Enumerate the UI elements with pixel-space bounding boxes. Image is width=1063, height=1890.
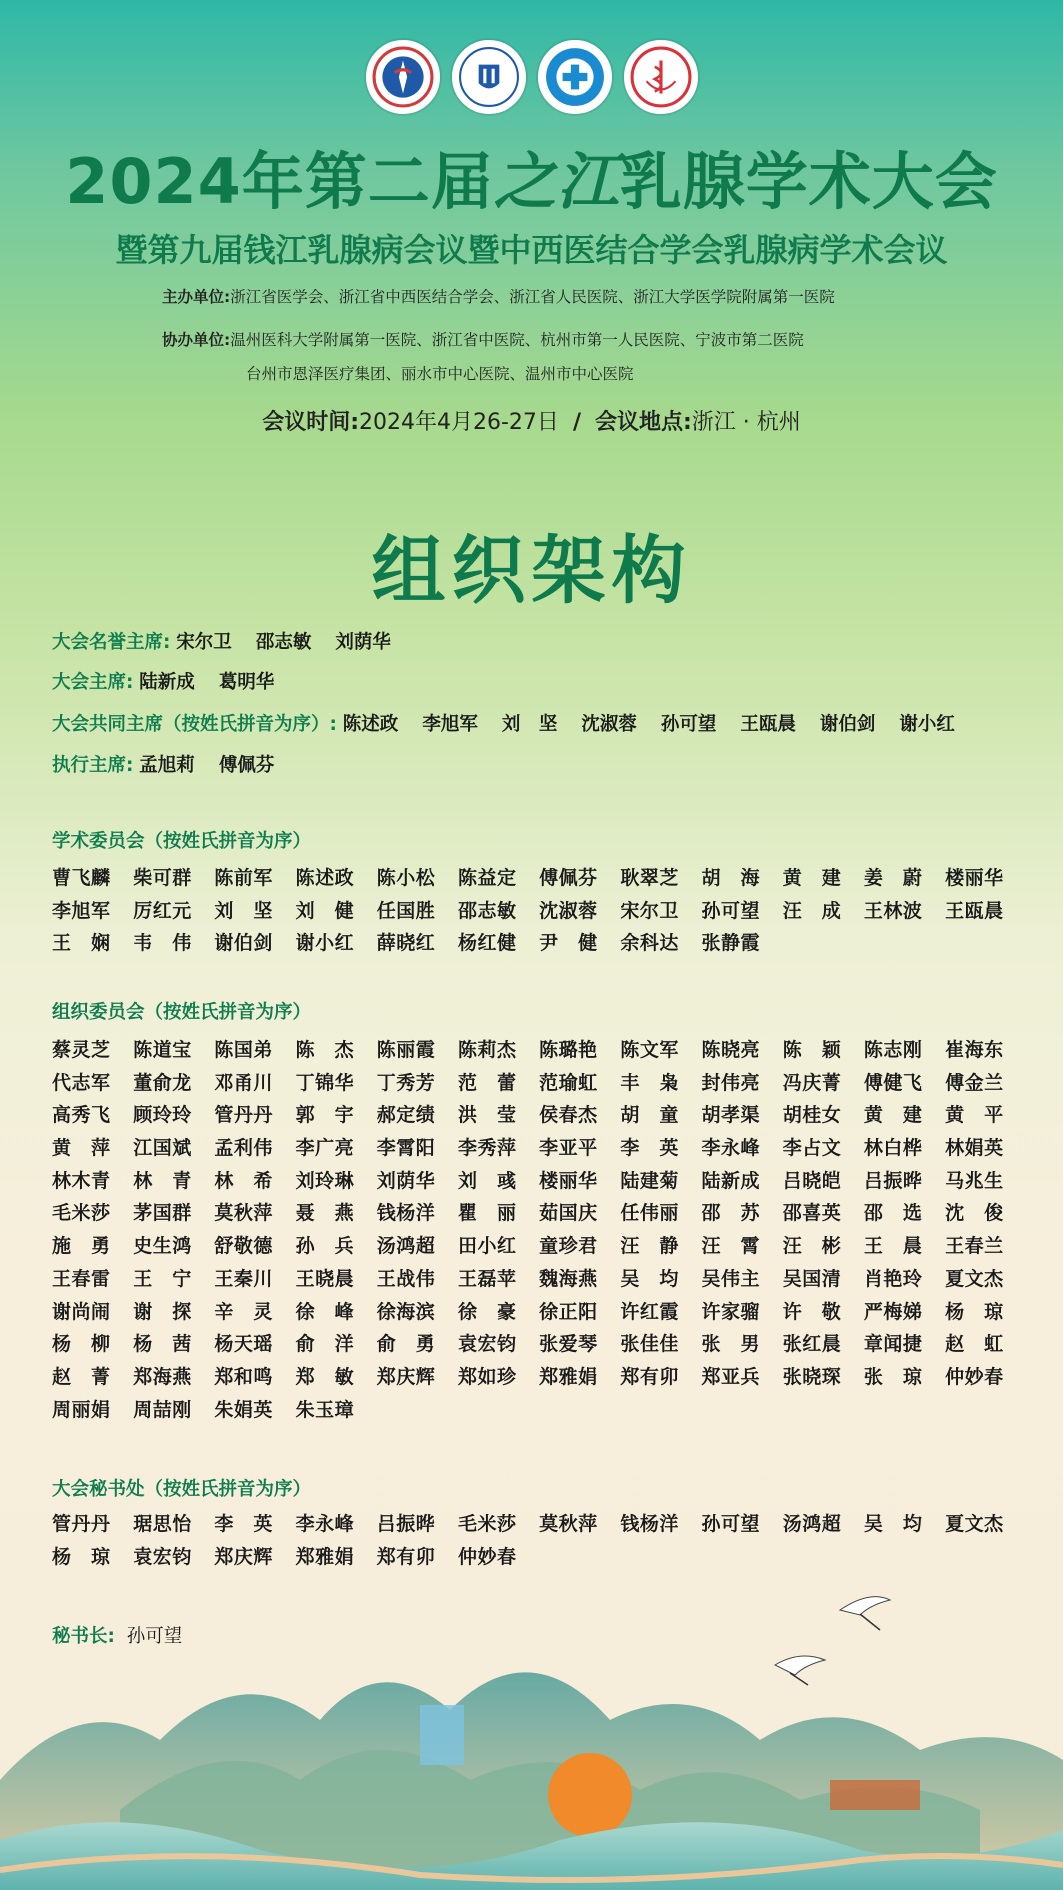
person-name: 傅佩芬 (539, 867, 598, 889)
person-name: 郑有卯 (376, 1545, 436, 1568)
person-name: 周丽娟 (52, 1398, 111, 1421)
meeting-place-label: 会议地点: (594, 410, 692, 435)
person-name: 刘荫华 (335, 632, 391, 653)
person-name: 宋尔卫 (620, 899, 679, 922)
host-value: 浙江省医学会、浙江省中西医结合学会、浙江省人民医院、浙江大学医学院附属第一医院 (230, 288, 835, 306)
person-name: 茹国庆 (539, 1202, 598, 1225)
host-label: 主办单位: (162, 288, 231, 306)
person-name: 楼丽华 (945, 867, 1004, 889)
host-organizers (162, 285, 835, 307)
person-name: 杨 琼 (945, 1300, 1004, 1323)
person-name: 李永峰 (295, 1513, 355, 1535)
person-name: 夏文杰 (945, 1267, 1004, 1290)
secretary-general-label: 秘书长: (52, 1626, 115, 1647)
zhejiang-provincial-peoples-hospital-logo (452, 40, 526, 114)
person-name: 王春雷 (52, 1267, 111, 1290)
person-name: 陈志刚 (863, 1039, 923, 1061)
person-name: 陆建菊 (620, 1169, 679, 1192)
person-name: 陈 颖 (782, 1039, 842, 1061)
person-name: 莫秋萍 (539, 1513, 598, 1535)
meeting-info (0, 405, 1063, 436)
person-name: 葛明华 (218, 672, 275, 693)
honorary-chairs-label: 大会名誉主席: (52, 632, 171, 653)
honorary-chairs (52, 628, 415, 654)
person-name: 谢伯剑 (214, 932, 273, 955)
person-name: 林白桦 (863, 1137, 923, 1160)
person-name: 陈小松 (376, 867, 436, 889)
person-name: 刘 坚 (501, 714, 558, 735)
person-name: 林木青 (52, 1169, 111, 1192)
co-label: 协办单位: (162, 331, 231, 349)
person-name: 刘 健 (295, 899, 355, 922)
person-name: 夏文杰 (945, 1513, 1004, 1535)
secretary-general-name: 孙可望 (126, 1626, 183, 1647)
person-name: 俞 勇 (376, 1333, 436, 1356)
person-name: 邵 苏 (701, 1202, 761, 1225)
person-name: 毛米莎 (52, 1202, 111, 1225)
person-name: 舒敬德 (214, 1235, 273, 1258)
meeting-time-label: 会议时间: (262, 410, 360, 435)
person-name: 田小红 (457, 1235, 517, 1258)
co-chairs-names (343, 714, 979, 735)
academic-committee-title: 学术委员会（按姓氏拼音为序） (52, 831, 312, 852)
organizing-committee-grid (52, 1034, 1026, 1426)
academic-committee-grid (52, 862, 1026, 960)
person-name: 丁秀芳 (376, 1071, 436, 1094)
person-name: 张 琼 (863, 1365, 923, 1388)
person-name: 郑雅娟 (295, 1545, 355, 1568)
person-name: 郑 敏 (295, 1365, 355, 1388)
person-name: 宋尔卫 (176, 632, 232, 653)
person-name: 胡 海 (701, 867, 761, 889)
person-name: 朱玉璋 (295, 1398, 355, 1421)
organizing-committee-title: 组织委员会（按姓氏拼音为序） (52, 1002, 312, 1023)
person-name: 冯庆菁 (782, 1071, 842, 1094)
person-name: 厉红元 (133, 899, 192, 922)
person-name: 吴 均 (620, 1267, 679, 1290)
person-name: 邵志敏 (457, 899, 517, 922)
person-name: 任伟丽 (620, 1202, 679, 1225)
person-name: 俞 洋 (295, 1333, 355, 1356)
person-name: 王 晨 (863, 1235, 923, 1258)
meeting-time: 2024年4月26-27日 (359, 410, 559, 435)
person-name: 王瓯晨 (945, 899, 1004, 922)
meeting-place: 浙江 · 杭州 (691, 410, 801, 435)
person-name: 黄 建 (782, 867, 842, 889)
person-name: 王 娴 (52, 932, 111, 955)
person-name: 刘 彧 (457, 1169, 517, 1192)
person-name: 严梅娣 (863, 1300, 923, 1323)
person-name: 丁锦华 (295, 1071, 355, 1094)
chairs-label: 大会主席: (52, 672, 134, 693)
person-name: 郑如珍 (457, 1365, 517, 1388)
person-name: 徐 峰 (295, 1300, 355, 1323)
person-name: 韦 伟 (133, 932, 192, 955)
person-name: 马兆生 (945, 1169, 1004, 1192)
person-name: 仲妙春 (457, 1545, 517, 1568)
person-name: 胡孝渠 (701, 1104, 761, 1127)
person-name: 薛晓红 (376, 932, 436, 955)
person-name: 杨红健 (457, 932, 517, 955)
person-name: 袁宏钧 (133, 1545, 192, 1568)
person-name: 肖艳玲 (863, 1267, 923, 1290)
person-name: 洪 莹 (457, 1104, 517, 1127)
person-name: 王晓晨 (295, 1267, 355, 1290)
person-name: 郝定绩 (376, 1104, 436, 1127)
person-name: 郑庆辉 (376, 1365, 436, 1388)
person-name: 姜 蔚 (863, 867, 923, 889)
person-name: 封伟亮 (701, 1071, 761, 1094)
person-name: 李亚平 (539, 1137, 598, 1160)
person-name: 刘 坚 (214, 899, 273, 922)
chairs-names (139, 672, 298, 693)
person-name: 陈述政 (342, 714, 399, 735)
person-name: 傅金兰 (945, 1071, 1004, 1094)
person-name: 谢伯剑 (819, 714, 876, 735)
person-name: 邵志敏 (255, 632, 312, 653)
person-name: 沈 俊 (945, 1202, 1004, 1225)
person-name: 江国斌 (133, 1137, 192, 1160)
person-name: 耿翠芝 (620, 867, 679, 889)
person-name: 张爱琴 (539, 1333, 598, 1356)
person-name: 孙可望 (701, 899, 761, 922)
person-name: 周喆刚 (133, 1398, 192, 1421)
person-name: 傅健飞 (863, 1071, 923, 1094)
person-name: 童珍君 (539, 1235, 598, 1258)
person-name: 邵 选 (863, 1202, 923, 1225)
person-name: 陈述政 (295, 867, 355, 889)
person-name: 范瑜虹 (539, 1071, 598, 1094)
person-name: 郑有卯 (620, 1365, 679, 1388)
person-name: 任国胜 (376, 899, 436, 922)
landscape-illustration (0, 1570, 1063, 1890)
stadium-icon (830, 1780, 920, 1810)
person-name: 李永峰 (701, 1137, 761, 1160)
person-name: 郑雅娟 (539, 1365, 598, 1388)
person-name: 谢小红 (295, 932, 355, 955)
person-name: 顾玲玲 (133, 1104, 192, 1127)
person-name: 朱娟英 (214, 1398, 273, 1421)
person-name: 沈淑蓉 (539, 899, 598, 922)
person-name: 陈道宝 (133, 1039, 192, 1061)
person-name: 丰 枭 (620, 1071, 679, 1094)
chairs (52, 668, 298, 694)
person-name: 陈文军 (620, 1039, 679, 1061)
person-name: 袁宏钧 (457, 1333, 517, 1356)
person-name: 瞿 丽 (457, 1202, 517, 1225)
person-name: 陈莉杰 (457, 1039, 517, 1061)
person-name: 莫秋萍 (214, 1202, 273, 1225)
person-name: 李 英 (620, 1137, 679, 1160)
zhejiang-university-first-hospital-logo (538, 40, 612, 114)
co-chairs-label: 大会共同主席（按姓氏拼音为序）: (52, 714, 337, 735)
person-name: 郑海燕 (133, 1365, 192, 1388)
person-name: 许 敬 (782, 1300, 842, 1323)
person-name: 张 男 (701, 1333, 761, 1356)
person-name: 楼丽华 (539, 1169, 598, 1192)
person-name: 聂 燕 (295, 1202, 355, 1225)
person-name: 胡桂女 (782, 1104, 842, 1127)
person-name: 章闻捷 (863, 1333, 923, 1356)
person-name: 李 英 (214, 1513, 273, 1535)
person-name: 陈丽霞 (376, 1039, 436, 1061)
person-name: 胡 童 (620, 1104, 679, 1127)
person-name: 吴 均 (863, 1513, 923, 1535)
person-name: 汤鸿超 (782, 1513, 842, 1535)
person-name: 黄 建 (863, 1104, 923, 1127)
person-name: 林 青 (133, 1169, 192, 1192)
title-script-part: 之江 (493, 145, 620, 218)
title-part-1: 2024年第二届 (65, 145, 494, 218)
person-name: 柴可群 (133, 867, 192, 889)
co-chairs (52, 710, 979, 736)
person-name: 陆新成 (701, 1169, 761, 1192)
person-name: 杨 琼 (52, 1545, 111, 1568)
person-name: 李占文 (782, 1137, 842, 1160)
person-name: 汪 成 (782, 899, 842, 922)
person-name: 徐海滨 (376, 1300, 436, 1323)
person-name: 孟旭莉 (139, 755, 195, 776)
zhejiang-integrative-medicine-logo (624, 40, 698, 114)
person-name: 谢小红 (899, 714, 955, 735)
person-name: 吕振晔 (863, 1169, 923, 1192)
person-name: 黄 萍 (52, 1137, 111, 1160)
co-value-1: 温州医科大学附属第一医院、浙江省中医院、杭州市第一人民医院、宁波市第二医院 (230, 331, 804, 349)
person-name: 陈益定 (457, 867, 517, 889)
person-name: 陈前军 (214, 867, 273, 889)
person-name: 刘荫华 (376, 1169, 436, 1192)
person-name: 王磊苹 (457, 1267, 517, 1290)
person-name: 崔海东 (945, 1039, 1004, 1061)
person-name: 侯春杰 (539, 1104, 598, 1127)
person-name: 王秦川 (214, 1267, 273, 1290)
person-name: 陈璐艳 (539, 1039, 598, 1061)
honorary-chairs-names (176, 632, 415, 653)
person-name: 管丹丹 (52, 1513, 111, 1535)
person-name: 孟利伟 (214, 1137, 273, 1160)
person-name: 沈淑蓉 (581, 714, 637, 735)
person-name: 陈晓亮 (701, 1039, 761, 1061)
executive-chairs-label: 执行主席: (52, 755, 134, 776)
person-name: 傅佩芬 (218, 755, 275, 776)
section-heading: 组织架构 (371, 528, 692, 614)
person-name: 王春兰 (945, 1235, 1004, 1258)
person-name: 郑庆辉 (214, 1545, 273, 1568)
person-name: 孙 兵 (295, 1235, 355, 1258)
person-name: 施 勇 (52, 1235, 111, 1258)
person-name: 陈国弟 (214, 1039, 273, 1061)
person-name: 林娟英 (945, 1137, 1004, 1160)
person-name: 钱杨洋 (620, 1513, 679, 1535)
person-name: 吴伟主 (701, 1267, 761, 1290)
co-organizers (162, 328, 804, 350)
person-name: 吕振晔 (376, 1513, 436, 1535)
person-name: 许红霞 (620, 1300, 679, 1323)
person-name: 王战伟 (376, 1267, 436, 1290)
person-name: 陈 杰 (295, 1039, 355, 1061)
building-icon (420, 1705, 464, 1765)
person-name: 范 蕾 (457, 1071, 517, 1094)
person-name: 茅国群 (133, 1202, 192, 1225)
person-name: 王瓯晨 (740, 714, 796, 735)
person-name: 管丹丹 (214, 1104, 273, 1127)
person-name: 邵喜英 (782, 1202, 842, 1225)
person-name: 李霄阳 (376, 1137, 436, 1160)
person-name: 曹飞麟 (52, 867, 111, 889)
person-name: 徐正阳 (539, 1300, 598, 1323)
person-name: 谢尚闹 (52, 1300, 111, 1323)
person-name: 钱杨洋 (376, 1202, 436, 1225)
person-name: 史生鸿 (133, 1235, 192, 1258)
person-name: 张佳佳 (620, 1333, 679, 1356)
person-name: 余科达 (620, 932, 679, 955)
person-name: 高秀飞 (52, 1104, 111, 1127)
person-name: 吴国清 (782, 1267, 842, 1290)
person-name: 郭 宇 (295, 1104, 355, 1127)
conference-title (0, 132, 1063, 221)
person-name: 郑和鸣 (214, 1365, 273, 1388)
person-name: 杨 柳 (52, 1333, 111, 1356)
person-name: 仲妙春 (945, 1365, 1004, 1388)
person-name: 李旭军 (422, 714, 478, 735)
person-name: 李广亮 (295, 1137, 355, 1160)
sun-icon (548, 1753, 632, 1837)
conference-subtitle: 暨第九届钱江乳腺病会议暨中西医结合学会乳腺病学术会议 (115, 231, 948, 269)
person-name: 张静霞 (701, 932, 761, 955)
person-name: 杨 茜 (133, 1333, 192, 1356)
crane-icon (840, 1597, 890, 1630)
person-name: 汪 彬 (782, 1235, 842, 1258)
person-name: 李秀萍 (457, 1137, 517, 1160)
person-name: 孙可望 (701, 1513, 761, 1535)
person-name: 许家骝 (701, 1300, 761, 1323)
person-name: 孙可望 (660, 714, 717, 735)
person-name: 张晓琛 (782, 1365, 842, 1388)
person-name: 尹 健 (539, 932, 598, 955)
person-name: 吕晓皑 (782, 1169, 842, 1192)
person-name: 王 宁 (133, 1267, 192, 1290)
person-name: 汪 霄 (701, 1235, 761, 1258)
title-part-2: 乳腺学术大会 (619, 145, 998, 218)
person-name: 赵 菁 (52, 1365, 111, 1388)
person-name: 刘玲琳 (295, 1169, 355, 1192)
person-name: 董俞龙 (133, 1071, 192, 1094)
executive-chairs (52, 751, 298, 777)
executive-chairs-names (139, 755, 298, 776)
co-organizers-line-2: 台州市恩泽医疗集团、丽水市中心医院、温州市中心医院 (246, 365, 634, 383)
person-name: 毛米莎 (457, 1513, 517, 1535)
person-name: 黄 平 (945, 1104, 1004, 1127)
person-name: 赵 虹 (945, 1333, 1004, 1356)
person-name: 汪 静 (620, 1235, 679, 1258)
person-name: 魏海燕 (539, 1267, 598, 1290)
person-name: 邓甬川 (214, 1071, 273, 1094)
meeting-separator: / (572, 410, 581, 435)
person-name: 郑亚兵 (701, 1365, 761, 1388)
zhejiang-medical-association-logo (366, 40, 440, 114)
person-name: 代志军 (52, 1071, 111, 1094)
person-name: 琚思怡 (133, 1513, 192, 1535)
person-name: 辛 灵 (214, 1300, 273, 1323)
person-name: 蔡灵芝 (52, 1039, 111, 1061)
secretariat-grid (52, 1508, 1026, 1573)
person-name: 杨天瑶 (214, 1333, 273, 1356)
logo-row (0, 40, 1063, 114)
person-name: 林 希 (214, 1169, 273, 1192)
person-name: 徐 豪 (457, 1300, 517, 1323)
person-name: 谢 探 (133, 1300, 192, 1323)
person-name: 张红晨 (782, 1333, 842, 1356)
person-name: 陆新成 (139, 672, 195, 693)
person-name: 汤鸿超 (376, 1235, 436, 1258)
crane-icon (775, 1656, 825, 1685)
secretariat-title: 大会秘书处（按姓氏拼音为序） (52, 1479, 312, 1500)
person-name: 李旭军 (52, 899, 111, 922)
person-name: 王林波 (863, 899, 923, 922)
